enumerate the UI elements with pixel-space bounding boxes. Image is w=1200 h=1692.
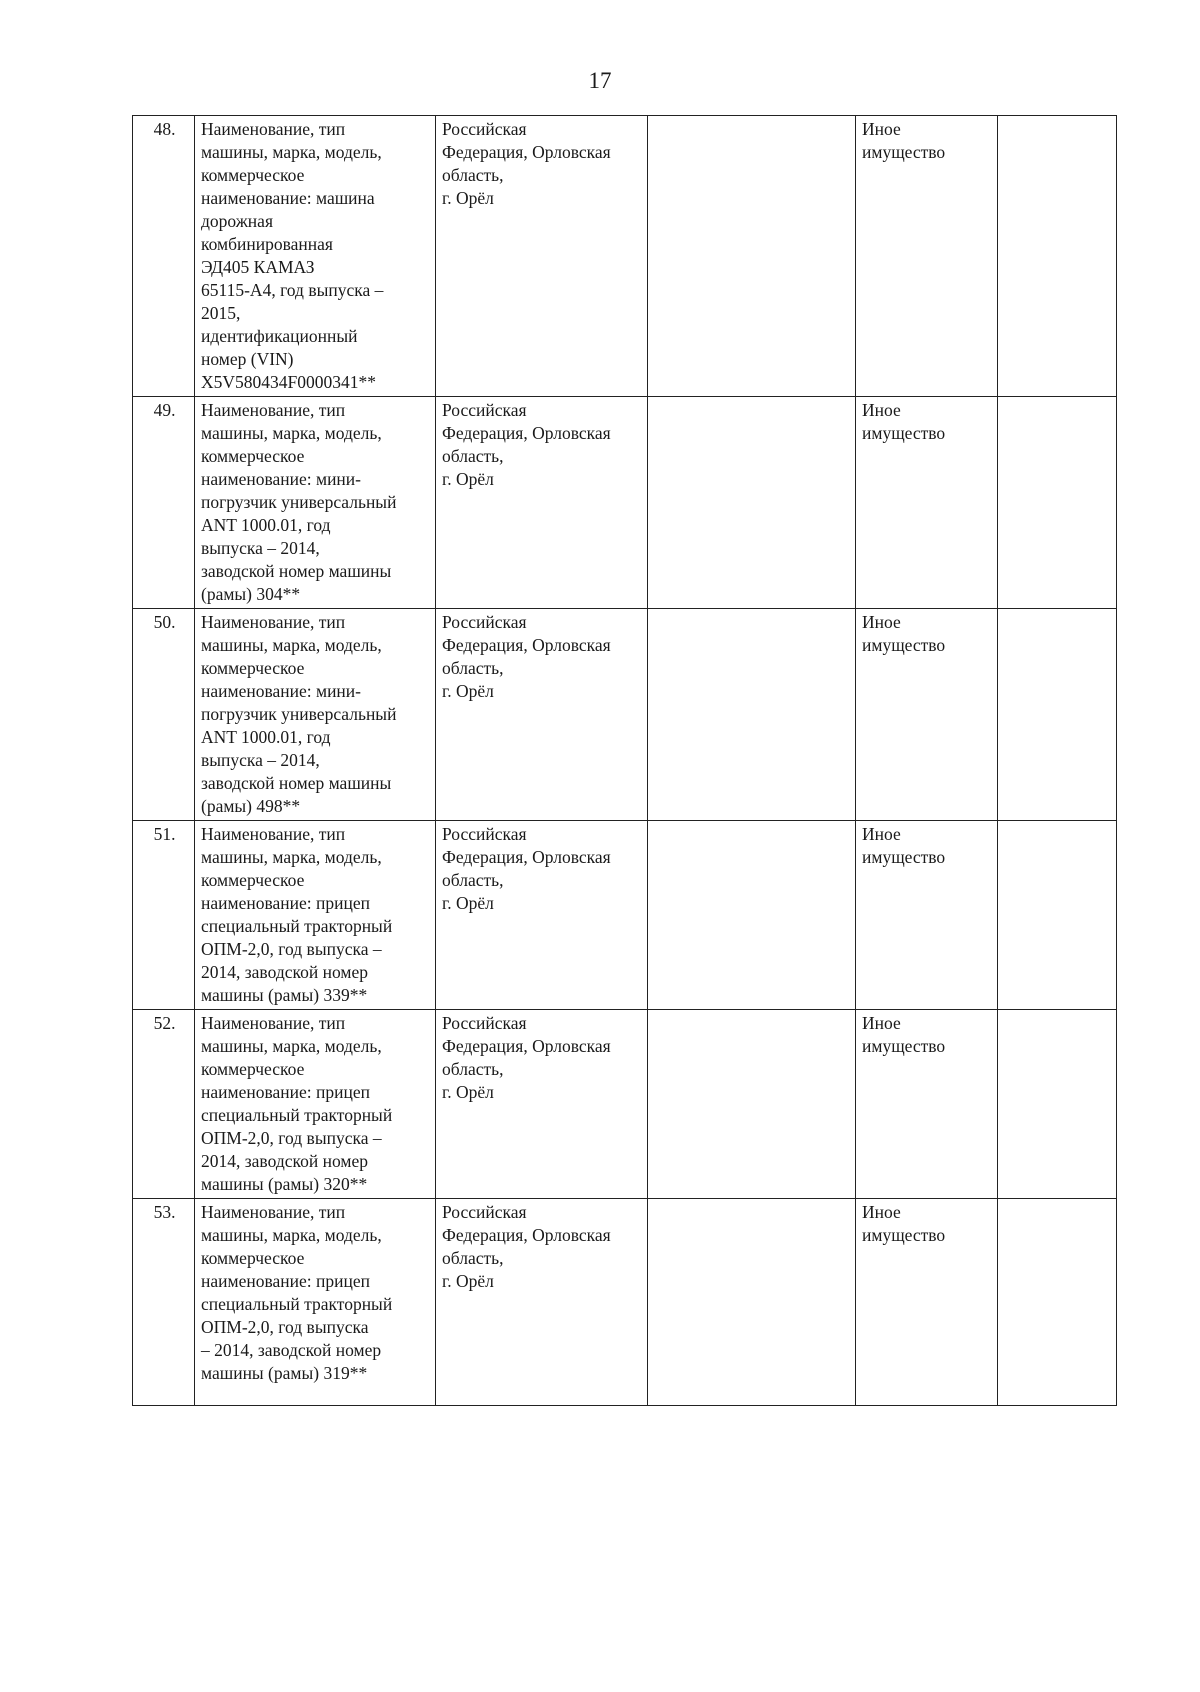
property-description: Наименование, тип машины, марка, модель, коммерческое наименование: мини- погрузчик универсальный ANT 1000.01, год выпуска – 2014, заводской номер машины (рамы) 498** <box>195 609 436 821</box>
empty-cell <box>998 397 1117 609</box>
property-location: Российская Федерация, Орловская область, г. Орёл <box>436 821 648 1010</box>
property-type: Иное имущество <box>862 1202 946 1245</box>
table-row <box>133 1199 1117 1406</box>
property-registry-table <box>132 115 1117 1406</box>
row-number: 49. <box>133 397 195 609</box>
page-number: 17 <box>588 68 612 93</box>
property-type: Иное имущество <box>862 824 946 867</box>
empty-cell <box>998 821 1117 1010</box>
empty-cell <box>648 116 856 397</box>
row-number: 52. <box>133 1010 195 1199</box>
property-type: Иное имущество <box>862 119 946 162</box>
row-number: 53. <box>133 1199 195 1406</box>
empty-cell <box>648 821 856 1010</box>
property-type: Иное имущество <box>862 400 946 443</box>
empty-cell <box>648 397 856 609</box>
property-location: Российская Федерация, Орловская область, г. Орёл <box>436 116 648 397</box>
property-location: Российская Федерация, Орловская область, г. Орёл <box>436 397 648 609</box>
empty-cell <box>998 1010 1117 1199</box>
property-description: Наименование, тип машины, марка, модель, коммерческое наименование: машина дорожная комбинированная ЭД405 КАМАЗ 65115-А4, год выпуска – 2015, идентификационный номер (VIN) X5V580434F0000341** <box>195 116 436 397</box>
table-row <box>133 116 1117 397</box>
empty-cell <box>998 609 1117 821</box>
empty-cell <box>648 1010 856 1199</box>
table-row <box>133 1010 1117 1199</box>
property-description: Наименование, тип машины, марка, модель, коммерческое наименование: прицеп специальный тракторный ОПМ-2,0, год выпуска – 2014, заводской номер машины (рамы) 319** <box>195 1199 436 1406</box>
row-number: 51. <box>133 821 195 1010</box>
property-type: Иное имущество <box>862 612 946 655</box>
property-description: Наименование, тип машины, марка, модель, коммерческое наименование: мини- погрузчик универсальный ANT 1000.01, год выпуска – 2014, заводской номер машины (рамы) 304** <box>195 397 436 609</box>
property-description: Наименование, тип машины, марка, модель, коммерческое наименование: прицеп специальный тракторный ОПМ-2,0, год выпуска – 2014, заводской номер машины (рамы) 320** <box>195 1010 436 1199</box>
property-location: Российская Федерация, Орловская область, г. Орёл <box>436 609 648 821</box>
row-number: 48. <box>133 116 195 397</box>
row-number: 50. <box>133 609 195 821</box>
empty-cell <box>998 116 1117 397</box>
property-type: Иное имущество <box>862 1013 946 1056</box>
empty-cell <box>648 1199 856 1406</box>
table-row <box>133 821 1117 1010</box>
empty-cell <box>998 1199 1117 1406</box>
property-location: Российская Федерация, Орловская область, г. Орёл <box>436 1010 648 1199</box>
property-location: Российская Федерация, Орловская область, г. Орёл <box>436 1199 648 1406</box>
table-row <box>133 609 1117 821</box>
property-description: Наименование, тип машины, марка, модель, коммерческое наименование: прицеп специальный тракторный ОПМ-2,0, год выпуска – 2014, заводской номер машины (рамы) 339** <box>195 821 436 1010</box>
table-row <box>133 397 1117 609</box>
empty-cell <box>648 609 856 821</box>
